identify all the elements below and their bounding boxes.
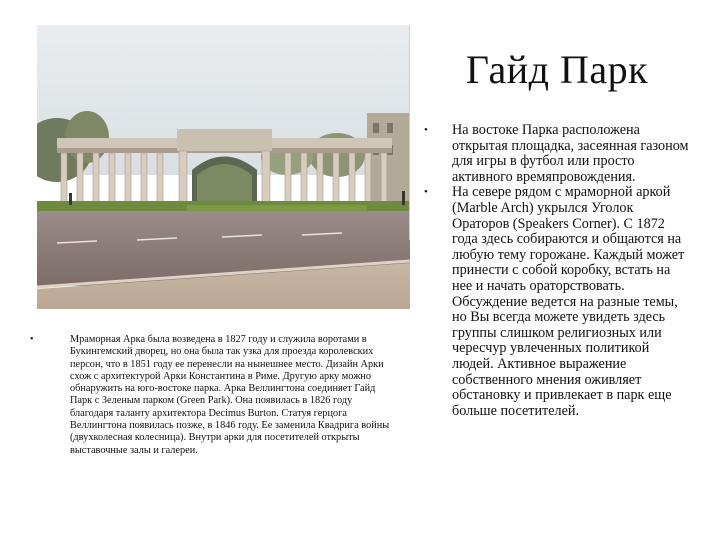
list-item: [424, 123, 694, 185]
bullet-marker: •: [30, 334, 34, 345]
list-item: [424, 185, 694, 419]
bullet-text: На востоке Парка расположена открытая площадка, засеянная газоном для игры в футбол или просто активного времяпровождения.: [452, 122, 689, 185]
slide-title: Гайд Парк: [465, 47, 649, 92]
wellington-arch-photo: [37, 25, 410, 309]
bullet-marker: •: [424, 124, 428, 136]
photo-divider: [409, 25, 410, 240]
right-bullet-list: [424, 123, 694, 419]
list-item: [30, 334, 390, 457]
bullet-text: На севере рядом с мраморной аркой (Marble Arch) укрылся Уголок Ораторов (Speakers Corner). С 1872 года здесь собираются и общаются на любую тему горожане. Каждый может принести с собой коробку, встать на нее и начать ораторствовать. Обсуждение ведется на разные темы, но Вы всегда можете увидеть здесь группы слишком религиозных или чересчур увлеченных политикой людей. Активное выражение собственного мнения оживляет обстановку и привлекает в парк еще больше посетителей.: [452, 184, 685, 419]
left-bullet-list: [30, 334, 390, 457]
bullet-marker: •: [424, 186, 428, 199]
bullet-text: Мраморная Арка была возведена в 1827 году и служила воротами в Букингемский дворец, но она была так узка для проезда королевских персон, что в 1851 году ее перенесли на нынешнее место. Дизайн Арки схож с архитектурой Арки Константина в Риме. Другую арку можно обнаружить на юго-востоке парка. Арка Веллингтона соединяет Гайд Парк с Зеленым парком (Green Park). Она появилась в 1826 году благодаря таланту архитектора Decimus Burton. Статуя герцога Веллингтона появилась позже, в 1846 году. Ее заменила Квадрига войны (двухколесная колесница). Внутри арки для посетителей открыты выставочные залы и галереи.: [70, 334, 390, 456]
